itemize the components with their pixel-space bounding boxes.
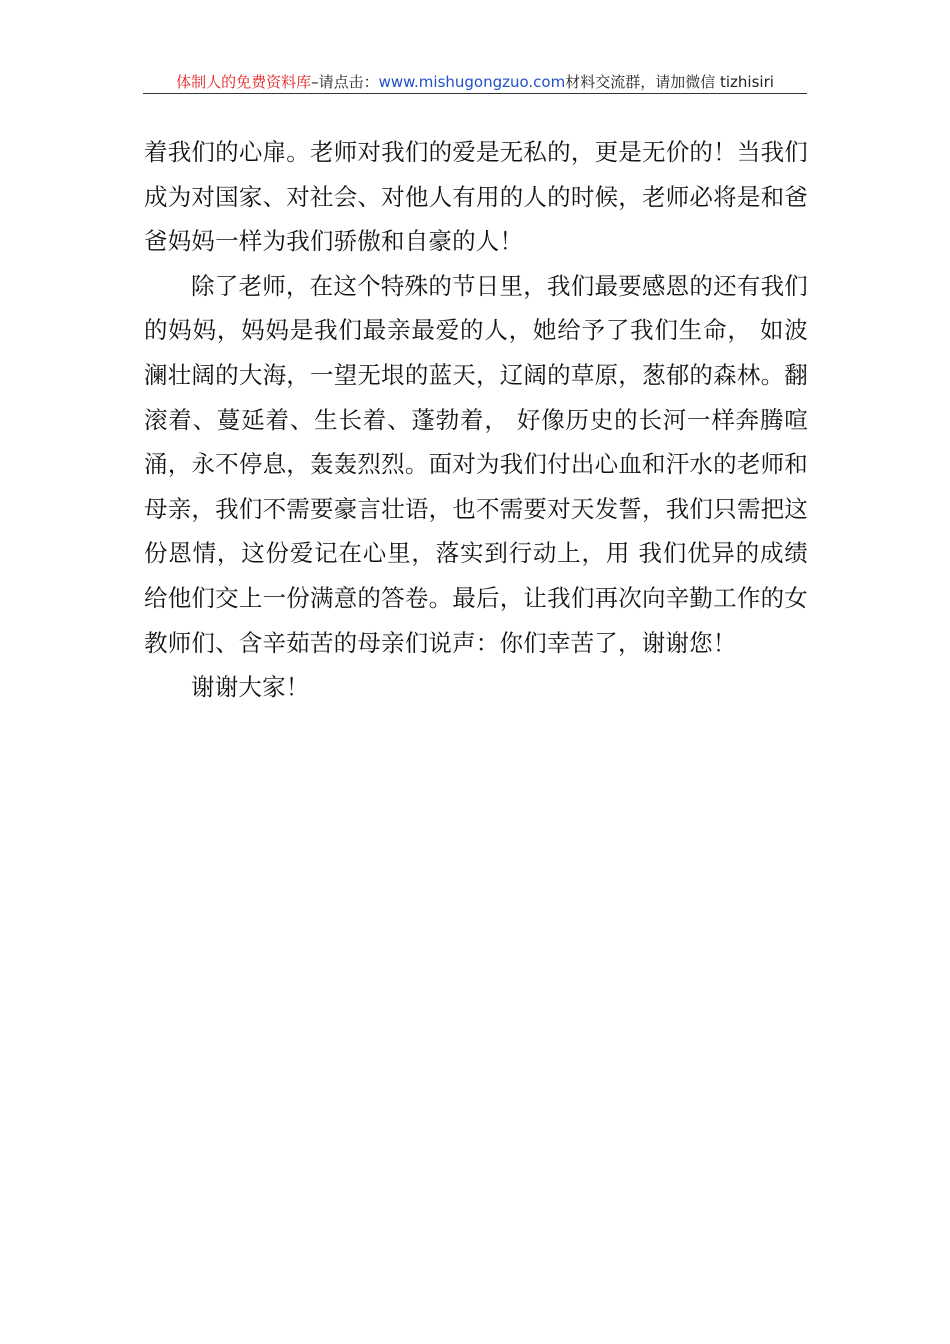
header-brand: 体制人的免费资料库 <box>176 73 312 91</box>
paragraph-closing: 谢谢大家！ <box>191 673 310 702</box>
header-url-link[interactable]: www.mishugongzuo.com <box>378 73 566 91</box>
paragraph-mothers: 除了老师，在这个特殊的节日里，我们最要感恩的还有我们的妈妈，妈妈是我们最亲最爱的人，她给予了我们生命， 如波澜壮阔的大海，一望无垠的蓝天，辽阔的草原，葱郁的森林。翻滚着、蔓延着、生长着、蓬勃着， 好像历史的长河一样奔腾喧涌，永不停息，轰轰烈烈。面对为我们付出心血和汗水的老师和母亲，我们不需要豪言壮语，也不需要对天发誓，我们只需把这份恩情，这份爱记在心里，落实到行动上，用 我们优异的成绩给他们交上一份满意的答卷。最后，让我们再次向辛勤工作的女教师们、含辛茹苦的母亲们说声：你们幸苦了，谢谢您！ <box>144 271 808 657</box>
document-body <box>144 130 808 710</box>
paragraph-continuation: 着我们的心扉。老师对我们的爱是无私的，更是无价的！当我们成为对国家、对社会、对他人有用的人的时候，老师必将是和爸爸妈妈一样为我们骄傲和自豪的人！ <box>144 138 808 256</box>
page-header <box>143 70 807 94</box>
header-prompt: –请点击： <box>311 73 379 91</box>
header-contact-note: 材料交流群，请加微信 tizhisiri <box>565 73 774 91</box>
